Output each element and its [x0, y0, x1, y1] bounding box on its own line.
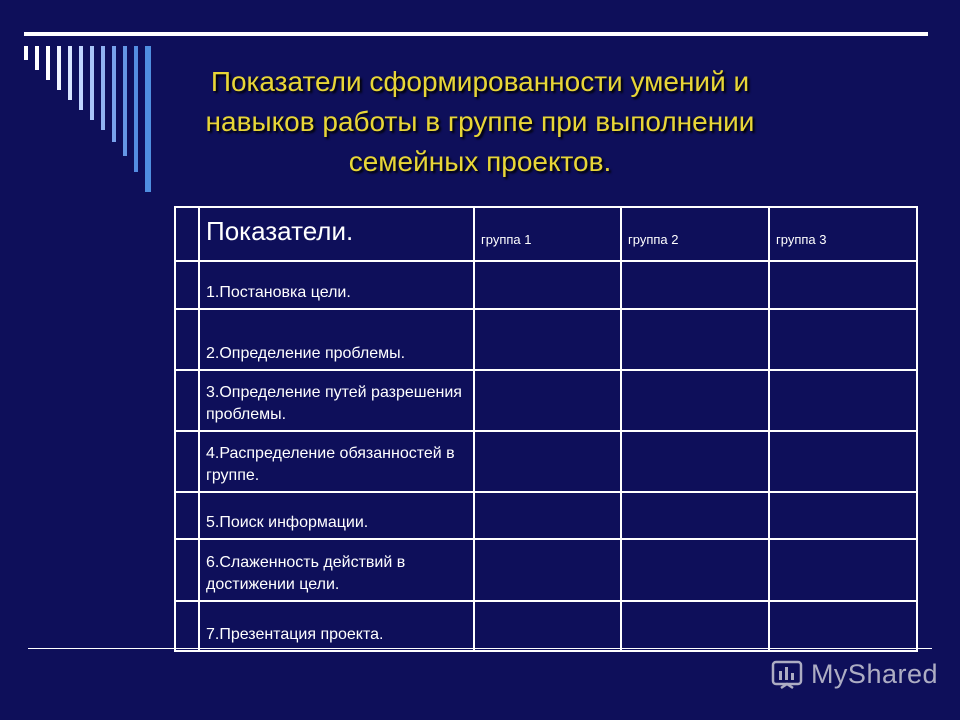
table-cell-spacer [175, 370, 199, 431]
group-3-cell [769, 539, 917, 601]
row-indicator: 2.Определение проблемы. [199, 309, 474, 370]
stripe [57, 46, 61, 90]
row-indicator: 7.Презентация проекта. [199, 601, 474, 651]
header-group-1: группа 1 [474, 207, 621, 261]
table-header-row [175, 207, 917, 261]
myshared-logo-icon [769, 656, 805, 692]
group-1-cell [474, 370, 621, 431]
stripe [24, 46, 28, 60]
group-2-cell [621, 431, 769, 492]
header-indicators: Показатели. [199, 207, 474, 261]
table-row [175, 370, 917, 431]
group-3-cell [769, 492, 917, 539]
group-1-cell [474, 431, 621, 492]
stripe [123, 46, 127, 156]
table-row [175, 309, 917, 370]
stripe [145, 46, 151, 192]
table-cell-spacer [175, 492, 199, 539]
table-row [175, 492, 917, 539]
table-cell-spacer [175, 309, 199, 370]
row-indicator: 5.Поиск информации. [199, 492, 474, 539]
indicators-table-container [174, 206, 916, 650]
row-indicator: 1.Постановка цели. [199, 261, 474, 309]
stripe [90, 46, 94, 120]
group-3-cell [769, 601, 917, 651]
group-3-cell [769, 431, 917, 492]
group-2-cell [621, 261, 769, 309]
group-2-cell [621, 539, 769, 601]
table-cell-spacer [175, 431, 199, 492]
group-1-cell [474, 309, 621, 370]
group-1-cell [474, 261, 621, 309]
row-indicator: 3.Определение путей разрешения проблемы. [199, 370, 474, 431]
group-1-cell [474, 539, 621, 601]
stripe [68, 46, 72, 100]
bottom-frame-line [28, 648, 932, 649]
indicators-table [174, 206, 918, 652]
table-cell-spacer [175, 601, 199, 651]
group-1-cell [474, 492, 621, 539]
group-3-cell [769, 370, 917, 431]
header-group-3: группа 3 [769, 207, 917, 261]
watermark-brand: MyShared [810, 658, 938, 689]
table-cell-spacer [175, 207, 199, 261]
table-cell-spacer [175, 539, 199, 601]
table-row [175, 431, 917, 492]
table-row [175, 601, 917, 651]
group-1-cell [474, 601, 621, 651]
stripe [101, 46, 105, 130]
group-2-cell [621, 492, 769, 539]
stripe [112, 46, 116, 142]
group-3-cell [769, 309, 917, 370]
slide-title: Показатели сформированности умений и навыков работы в группе при выполнении семейных проектов. [205, 66, 755, 177]
group-3-cell [769, 261, 917, 309]
stripe [79, 46, 83, 110]
table-row [175, 261, 917, 309]
group-2-cell [621, 309, 769, 370]
row-indicator: 4.Распределение обязанностей в группе. [199, 431, 474, 492]
decorative-stripes [0, 0, 160, 200]
watermark [769, 656, 938, 692]
table-cell-spacer [175, 261, 199, 309]
header-group-2: группа 2 [621, 207, 769, 261]
stripe [35, 46, 39, 70]
group-2-cell [621, 601, 769, 651]
stripe [46, 46, 50, 80]
stripe [134, 46, 138, 172]
group-2-cell [621, 370, 769, 431]
row-indicator: 6.Слаженность действий в достижении цели. [199, 539, 474, 601]
table-row [175, 539, 917, 601]
